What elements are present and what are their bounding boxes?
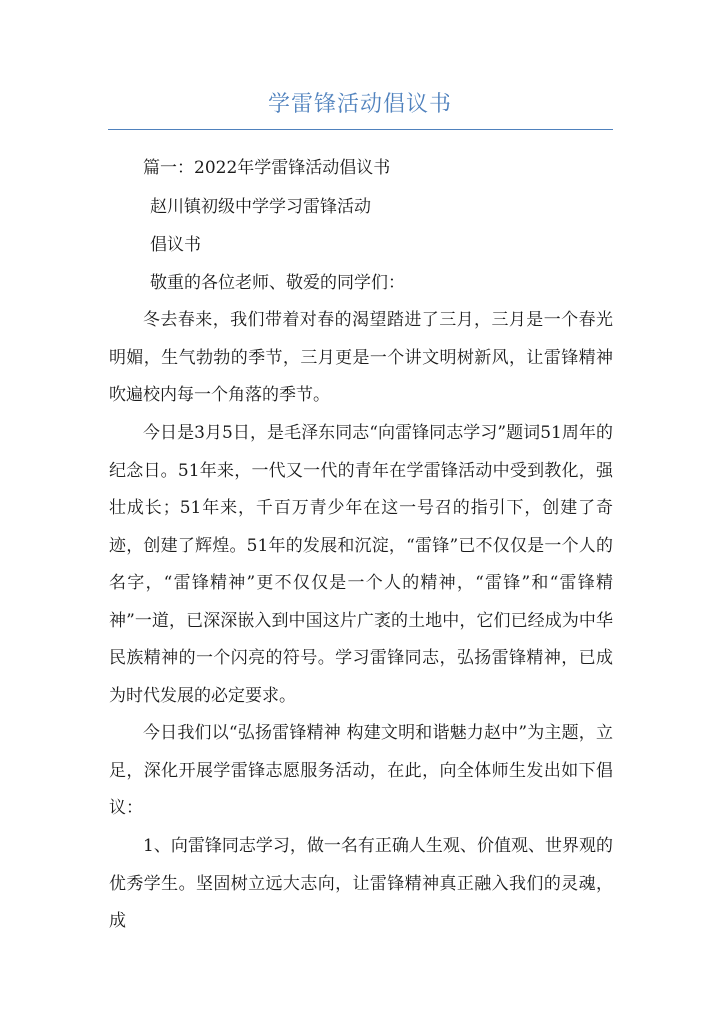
school-name-line: 赵川镇初级中学学习雷锋活动: [150, 197, 371, 217]
section-heading: 篇一：2022年学雷锋活动倡议书: [143, 158, 391, 178]
document-title: 学雷锋活动倡议书: [267, 92, 452, 117]
paragraph-intro: 冬去春来，我们带着对春的渴望踏进了三月，三月是一个春光明媚，生气勃勃的季节，三月更是一个讲文明树新风，让雷锋精神吹遍校内每一个角落的季节。: [109, 310, 613, 405]
paragraph-theme: 今日我们以“弘扬雷锋精神 构建文明和谐魅力赵中”为主题，立足，深化开展学雷锋志愿服务活动，在此，向全体师生发出如下倡议：: [109, 723, 613, 818]
title-divider: [108, 129, 613, 130]
paragraph-proposal-1: 1、向雷锋同志学习，做一名有正确人生观、价值观、世界观的优秀学生。坚固树立远大志向，让雷锋精神真正融入我们的灵魂，成: [109, 836, 613, 931]
doc-type-line: 倡议书: [150, 235, 201, 255]
salutation-line: 敬重的各位老师、敬爱的同学们：: [150, 273, 405, 293]
paragraph-anniversary: 今日是3月5日，是毛泽东同志“向雷锋同志学习”题词51周年的纪念日。51年来，一代又一代的青年在学雷锋活动中受到教化，强壮成长；51年来，千百万青少年在这一号召的指引下，创建了奇迹，创建了辉煌。51年的发展和沉淀，“雷锋”已不仅仅是一个人的名字，“雷锋精神”更不仅仅是一个人的精神，“雷锋”和“雷锋精神”一道，已深深嵌入到中国这片广袤的土地中，它们已经成为中华民族精神的一个闪亮的符号。学习雷锋同志，弘扬雷锋精神，已成为时代发展的必定要求。: [109, 423, 613, 706]
